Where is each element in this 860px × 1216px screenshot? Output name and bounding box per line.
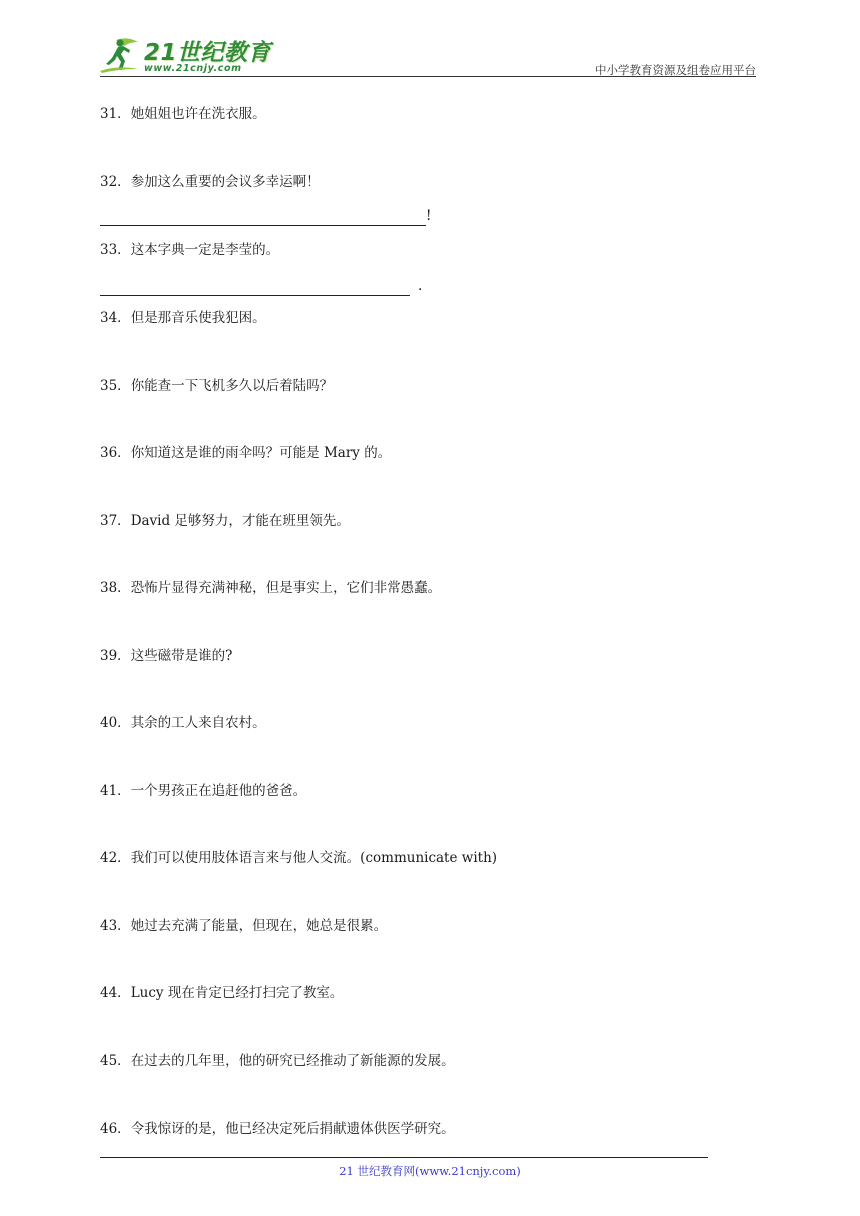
answer-line-32[interactable]	[100, 206, 431, 226]
question-text: 其余的工人来自农村。	[130, 715, 266, 731]
question-46	[100, 1119, 455, 1139]
answer-line-33[interactable]	[100, 276, 422, 296]
site-logo[interactable]	[92, 32, 272, 76]
question-text: 你知道这是谁的雨伞吗？可能是 Mary 的。	[130, 445, 392, 461]
question-number: 38．	[100, 580, 131, 596]
question-40	[100, 713, 266, 733]
question-number: 36．	[100, 445, 131, 461]
question-text: 她姐姐也许在洗衣服。	[130, 106, 266, 122]
question-text: 一个男孩正在追赶他的爸爸。	[130, 783, 307, 799]
question-36	[100, 443, 391, 463]
question-45	[100, 1051, 455, 1071]
footer-link[interactable]: 21 世纪教育网(www.21cnjy.com)	[339, 1164, 521, 1178]
question-text: 我们可以使用肢体语言来与他人交流。(communicate with)	[130, 850, 498, 866]
question-number: 32．	[100, 174, 131, 190]
question-number: 35．	[100, 378, 131, 394]
question-number: 34．	[100, 310, 131, 326]
logo-subtitle: www.21cnjy.com	[144, 63, 242, 74]
question-text: 你能查一下飞机多久以后着陆吗？	[130, 378, 334, 394]
question-text: 她过去充满了能量，但现在，她总是很累。	[130, 918, 388, 934]
answer-blank[interactable]	[100, 211, 426, 226]
question-text: 这本字典一定是李莹的。	[130, 242, 280, 258]
question-43	[100, 916, 387, 936]
question-number: 40．	[100, 715, 131, 731]
question-number: 33．	[100, 242, 131, 258]
answer-blank[interactable]	[100, 281, 410, 296]
question-number: 46．	[100, 1121, 131, 1137]
question-text: 这些磁带是谁的?	[130, 648, 233, 664]
question-number: 31．	[100, 106, 131, 122]
question-35	[100, 376, 333, 396]
question-text: David 足够努力，才能在班里领先。	[130, 513, 350, 529]
answer-punctuation: !	[426, 208, 432, 224]
question-number: 45．	[100, 1053, 131, 1069]
question-text: 在过去的几年里，他的研究已经推动了新能源的发展。	[130, 1053, 455, 1069]
header-divider	[100, 76, 756, 77]
footer-divider	[100, 1157, 708, 1158]
runner-logo-icon	[98, 34, 142, 74]
question-37	[100, 511, 350, 531]
question-42	[100, 848, 497, 868]
question-number: 43．	[100, 918, 131, 934]
question-34	[100, 308, 266, 328]
question-33	[100, 240, 279, 260]
question-number: 44．	[100, 985, 131, 1001]
header-tagline: 中小学教育资源及组卷应用平台	[595, 63, 756, 77]
question-32	[100, 172, 320, 192]
question-number: 42．	[100, 850, 131, 866]
question-text: 参加这么重要的会议多幸运啊！	[130, 174, 320, 190]
question-text: 但是那音乐使我犯困。	[130, 310, 266, 326]
question-31	[100, 104, 266, 124]
question-text: 令我惊讶的是，他已经决定死后捐献遗体供医学研究。	[130, 1121, 455, 1137]
question-number: 41．	[100, 783, 131, 799]
question-39	[100, 646, 232, 666]
logo-title: 21世纪教育	[144, 40, 272, 66]
question-number: 37．	[100, 513, 131, 529]
question-number: 39．	[100, 648, 131, 664]
question-text: Lucy 现在肯定已经打扫完了教室。	[130, 985, 344, 1001]
answer-punctuation: .	[418, 278, 423, 294]
question-38	[100, 578, 441, 598]
page-header	[92, 30, 756, 82]
question-text: 恐怖片显得充满神秘，但是事实上，它们非常愚蠢。	[130, 580, 442, 596]
question-41	[100, 781, 306, 801]
question-44	[100, 983, 343, 1003]
